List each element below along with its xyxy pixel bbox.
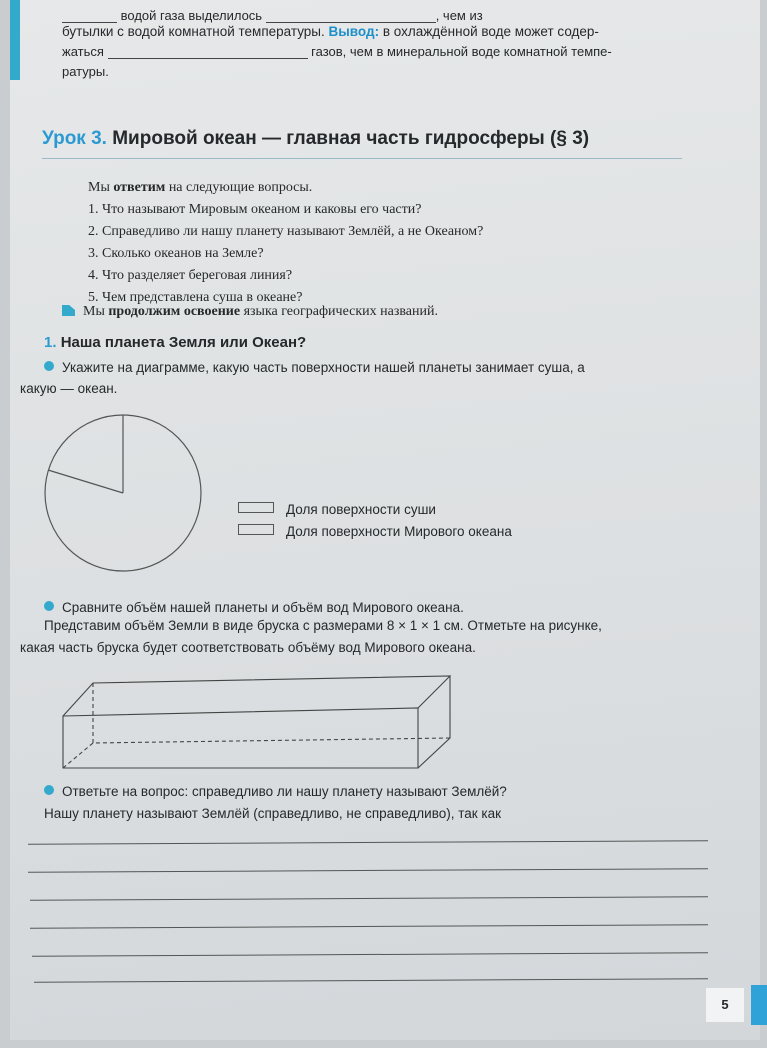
legend-land: Доля поверхности суши	[238, 502, 436, 517]
task1-line2: какую — океан.	[20, 381, 118, 396]
legend-land-box[interactable]	[238, 502, 274, 513]
task1-line1: Укажите на диаграмме, какую часть поверхности нашей планеты занимает суша, а	[44, 360, 585, 375]
task2-line2: какая часть бруска будет соответствовать объёму вод Мирового океана.	[20, 640, 476, 655]
lesson-title: Мировой океан — главная часть гидросферы (§ 3)	[112, 128, 590, 149]
page-edge-tab	[751, 985, 767, 1025]
task2-title: Сравните объём нашей планеты и объём вод Мирового океана.	[44, 600, 464, 615]
question-1: 1. Что называют Мировым океаном и каковы его части?	[88, 202, 422, 217]
blue-circle-bullet-icon	[44, 785, 54, 795]
top-line-2: жаться газов, чем в минеральной воде комнатной темпе-	[62, 44, 612, 59]
blue-square-bullet-icon	[62, 305, 75, 316]
prism-top-face	[63, 676, 450, 716]
intro-lead: Мы ответим на следующие вопросы.	[88, 180, 313, 195]
pie-radius-left	[48, 470, 123, 493]
top-line-1: бутылки с водой комнатной температуры. Вывод: в охлаждённой воде может содер-	[62, 24, 599, 39]
heading-rule	[42, 158, 682, 159]
question-4: 4. Что разделяет береговая линия?	[88, 268, 293, 283]
lesson-number: Урок 3.	[42, 128, 107, 149]
legend-ocean: Доля поверхности Мирового океана	[238, 524, 512, 539]
task2-line1: Представим объём Земли в виде бруска с размерами 8 × 1 × 1 см. Отметьте на рисунке,	[44, 618, 602, 633]
question-2: 2. Справедливо ли нашу планету называют Землёй, а не Океаном?	[88, 224, 484, 239]
prism-hidden-edge-bottom	[63, 738, 450, 768]
blue-circle-bullet-icon	[44, 601, 54, 611]
spine-accent-strip	[10, 0, 20, 80]
legend-ocean-box[interactable]	[238, 524, 274, 535]
question-3: 3. Сколько океанов на Земле?	[88, 246, 264, 261]
section-1-heading: 1. Наша планета Земля или Океан?	[44, 334, 307, 351]
task3-line1: Нашу планету называют Землёй (справедливо, не справедливо), так как	[44, 806, 502, 821]
bar-prism-drawing[interactable]	[58, 668, 458, 773]
page-number: 5	[706, 988, 744, 1022]
blue-circle-bullet-icon	[44, 361, 54, 371]
question-5: 5. Чем представлена суша в океане?	[88, 290, 303, 305]
lesson-heading	[42, 128, 589, 150]
prism-right-face	[418, 676, 450, 768]
pie-diagram[interactable]	[40, 410, 215, 580]
top-line-3: ратуры.	[62, 64, 109, 79]
task3-title: Ответьте на вопрос: справедливо ли нашу планету называют Землёй?	[44, 784, 507, 799]
continue-line: Мы продолжим освоение языка географических названий.	[62, 304, 438, 320]
top-line-0: водой газа выделилось , чем из	[62, 8, 483, 23]
prism-front-face	[63, 708, 418, 768]
